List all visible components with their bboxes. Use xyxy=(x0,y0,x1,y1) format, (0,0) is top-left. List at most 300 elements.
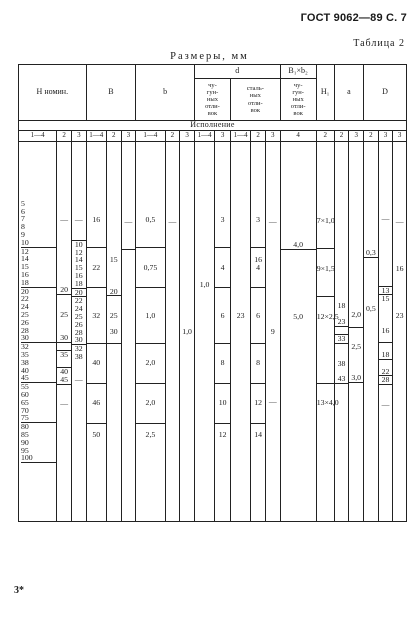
table-cell xyxy=(364,422,378,430)
table-cell xyxy=(364,274,378,282)
table-cell xyxy=(166,445,180,453)
table-cell xyxy=(107,352,121,360)
table-cell xyxy=(166,234,180,242)
table-cell: 5 xyxy=(21,198,25,208)
table-cell xyxy=(266,367,280,375)
table-cell xyxy=(195,445,214,453)
table-cell xyxy=(180,265,194,273)
table-cell xyxy=(379,455,393,463)
table-cell xyxy=(57,247,71,255)
table-cell xyxy=(136,248,164,256)
table-cell xyxy=(281,218,316,226)
table-cell xyxy=(215,407,230,415)
table-cell: 23 xyxy=(236,311,245,320)
table-cell xyxy=(166,374,180,382)
table-cell xyxy=(195,452,214,460)
table-cell xyxy=(379,448,393,456)
table-cell xyxy=(317,344,334,352)
table-cell xyxy=(364,367,378,375)
table-cell xyxy=(266,312,280,320)
table-cell xyxy=(180,367,194,375)
table-cell xyxy=(266,273,280,281)
table-cell: 45 xyxy=(57,376,71,385)
table-cell xyxy=(364,359,378,367)
table-cell xyxy=(349,399,363,407)
table-cell xyxy=(87,367,106,375)
header-D: D xyxy=(364,65,407,121)
table-cell xyxy=(393,203,406,211)
table-cell xyxy=(195,398,214,406)
table-cell xyxy=(335,263,349,271)
table-cell: 30 xyxy=(109,326,118,336)
table-cell: 23 xyxy=(335,318,349,327)
table-cell: 18 xyxy=(21,279,56,288)
subheader-cell: 2 xyxy=(251,131,266,142)
table-cell xyxy=(251,344,265,352)
table-cell xyxy=(231,382,250,390)
table-cell xyxy=(364,390,378,398)
table-cell xyxy=(166,226,180,234)
table-cell xyxy=(349,414,363,422)
table-cell: 24 xyxy=(21,302,29,312)
table-cell xyxy=(57,295,71,303)
table-cell xyxy=(180,226,194,234)
table-cell xyxy=(107,225,121,233)
table-cell xyxy=(364,266,378,274)
table-cell: 3,0 xyxy=(351,373,362,383)
table-cell xyxy=(231,234,250,242)
table-cell xyxy=(317,446,334,454)
table-cell xyxy=(166,429,180,437)
table-cell xyxy=(393,343,406,351)
table-cell xyxy=(364,445,378,453)
table-cell: 14 xyxy=(21,254,29,264)
table-cell: 40 xyxy=(60,367,69,377)
table-cell xyxy=(281,320,316,328)
table-cell xyxy=(317,384,334,392)
table-cell: — xyxy=(395,217,404,227)
table-cell xyxy=(379,231,393,239)
table-cell xyxy=(57,424,71,432)
table-cell: 38 xyxy=(74,351,83,361)
table-cell xyxy=(215,239,230,248)
d-steel-3-column xyxy=(251,142,266,522)
table-cell xyxy=(122,390,136,398)
table-cell: 0,5 xyxy=(145,214,156,224)
table-cell xyxy=(393,398,406,406)
table-cell xyxy=(136,327,164,335)
table-cell xyxy=(122,313,136,321)
table-cell xyxy=(195,257,214,265)
table-cell xyxy=(281,328,316,336)
table-cell xyxy=(231,320,250,328)
table-cell xyxy=(266,281,280,289)
table-cell xyxy=(231,343,250,351)
table-cell xyxy=(180,242,194,250)
table-cell xyxy=(266,351,280,359)
table-cell xyxy=(72,454,86,462)
table-cell: 13×4,0 xyxy=(316,398,339,408)
table-cell xyxy=(349,210,363,218)
table-cell xyxy=(379,223,393,231)
table-cell xyxy=(251,288,265,296)
table-cell xyxy=(317,233,334,241)
table-cell xyxy=(136,279,164,288)
table-cell xyxy=(335,454,349,462)
table-cell: 15 xyxy=(21,262,29,272)
table-cell xyxy=(364,226,378,234)
table-cell xyxy=(57,385,71,393)
table-cell xyxy=(281,250,316,258)
table-cell xyxy=(57,416,71,424)
table-cell xyxy=(87,335,106,344)
table-cell xyxy=(335,423,349,431)
table-cell xyxy=(166,273,180,281)
table-cell xyxy=(266,289,280,297)
table-cell xyxy=(57,408,71,416)
table-cell xyxy=(251,367,265,375)
table-cell: 25 xyxy=(21,310,29,319)
subheader-cell: 1—4 xyxy=(194,131,214,142)
table-cell xyxy=(349,295,363,303)
table-cell: — xyxy=(60,214,69,224)
table-cell: 38 xyxy=(21,357,29,367)
table-cell xyxy=(57,447,71,455)
table-cell: — xyxy=(381,214,390,224)
table-cell: 16 xyxy=(395,264,404,274)
table-cell xyxy=(317,280,334,288)
table-cell xyxy=(195,437,214,445)
table-cell xyxy=(195,413,214,421)
table-cell: 45 xyxy=(21,374,56,383)
B-2-column xyxy=(106,142,121,522)
table-cell xyxy=(281,437,316,445)
table-cell xyxy=(107,407,121,415)
table-cell xyxy=(349,202,363,210)
table-cell xyxy=(87,279,106,288)
table-cell: 16 xyxy=(92,214,101,224)
table-cell xyxy=(122,226,136,234)
table-cell xyxy=(195,218,214,226)
table-cell xyxy=(393,406,406,414)
table-cell xyxy=(281,202,316,210)
table-cell xyxy=(166,343,180,351)
table-cell xyxy=(136,384,164,392)
table-cell xyxy=(364,258,378,266)
table-cell xyxy=(107,233,121,241)
table-cell xyxy=(136,367,164,375)
table-cell xyxy=(166,406,180,414)
table-cell xyxy=(231,242,250,250)
table-cell xyxy=(364,344,378,352)
table-cell xyxy=(231,257,250,265)
table-cell: — xyxy=(124,216,133,226)
header-b1b2: B₁×b₂ xyxy=(280,65,316,79)
table-cell xyxy=(136,344,164,352)
table-cell xyxy=(266,437,280,445)
table-cell xyxy=(317,297,334,305)
table-cell xyxy=(166,437,180,445)
table-cell xyxy=(231,413,250,421)
table-cell xyxy=(215,200,230,208)
table-cell xyxy=(57,318,71,326)
table-cell xyxy=(180,218,194,226)
table-cell xyxy=(180,281,194,289)
table-cell xyxy=(393,413,406,421)
table-cell xyxy=(195,242,214,250)
table-cell xyxy=(72,415,86,423)
table-cell xyxy=(180,250,194,258)
table-cell xyxy=(122,351,136,359)
table-cell xyxy=(87,288,106,296)
table-cell xyxy=(166,413,180,421)
table-cell xyxy=(107,453,121,461)
table-cell: 85 xyxy=(21,429,29,439)
table-cell: 10 xyxy=(74,239,83,249)
table-cell xyxy=(379,334,393,343)
table-cell xyxy=(349,359,363,367)
table-cell xyxy=(251,224,265,232)
table-cell: 20 xyxy=(107,288,121,297)
table-cell xyxy=(180,359,194,367)
table-cell xyxy=(195,390,214,398)
dimensions-table xyxy=(18,64,407,522)
table-cell xyxy=(122,406,136,414)
table-cell xyxy=(379,424,393,432)
table-cell xyxy=(195,382,214,390)
table-cell xyxy=(349,391,363,399)
table-cell xyxy=(57,224,71,232)
table-cell xyxy=(266,413,280,421)
table-cell xyxy=(166,242,180,250)
table-cell xyxy=(349,446,363,454)
table-cell xyxy=(281,414,316,422)
table-cell xyxy=(215,272,230,280)
table-cell xyxy=(379,432,393,440)
subheader-cell: 2 xyxy=(106,131,121,142)
table-cell xyxy=(195,226,214,234)
table-cell xyxy=(166,296,180,304)
table-cell xyxy=(107,375,121,383)
table-cell xyxy=(349,264,363,272)
table-cell: — xyxy=(74,215,83,225)
table-cell xyxy=(195,374,214,382)
table-cell xyxy=(335,431,349,439)
table-cell: 1,0 xyxy=(145,310,156,320)
table-cell xyxy=(364,336,378,344)
table-cell xyxy=(393,421,406,429)
table-cell xyxy=(180,343,194,351)
subheader-cell: 3 xyxy=(180,131,195,142)
table-cell xyxy=(231,281,250,289)
table-cell xyxy=(57,239,71,247)
header-d-steel: сталь- ных отли- вок xyxy=(231,79,281,121)
table-cell xyxy=(251,384,265,392)
table-cell xyxy=(122,250,136,258)
table-cell: 12×2,5 xyxy=(316,311,339,321)
table-cell xyxy=(166,367,180,375)
table-cell xyxy=(349,249,363,257)
table-cell xyxy=(317,407,334,415)
table-cell xyxy=(166,421,180,429)
table-cell xyxy=(364,453,378,461)
table-cell xyxy=(166,359,180,367)
table-cell xyxy=(364,210,378,218)
h-nom-column xyxy=(19,142,57,522)
table-cell: 0,75 xyxy=(143,262,158,272)
table-cell xyxy=(231,437,250,445)
table-cell xyxy=(281,406,316,414)
table-cell: 8 xyxy=(21,222,25,232)
table-cell: 18 xyxy=(379,351,393,360)
table-cell xyxy=(335,447,349,455)
table-cell xyxy=(166,382,180,390)
table-cell xyxy=(335,248,349,256)
table-cell xyxy=(72,408,86,416)
table-cell xyxy=(364,406,378,414)
table-cell xyxy=(393,374,406,382)
table-cell: 15 xyxy=(381,294,390,304)
table-cell xyxy=(180,211,194,219)
table-cell xyxy=(136,224,164,232)
table-cell: 20 xyxy=(21,286,29,296)
table-cell xyxy=(281,359,316,367)
table-cell xyxy=(136,375,164,384)
table-cell xyxy=(335,224,349,232)
table-cell: 12 xyxy=(254,398,263,408)
table-cell xyxy=(87,200,106,208)
table-cell: — xyxy=(268,217,277,227)
table-cell xyxy=(87,296,106,304)
table-cell xyxy=(215,439,230,447)
table-cell xyxy=(393,335,406,343)
table-cell xyxy=(215,447,230,455)
table-cell xyxy=(166,398,180,406)
table-cell xyxy=(251,375,265,384)
table-cell: 0,3 xyxy=(365,248,376,258)
table-cell xyxy=(317,454,334,462)
table-cell: 22 xyxy=(74,296,83,306)
table-cell xyxy=(180,304,194,312)
table-cell xyxy=(180,296,194,304)
table-cell xyxy=(379,247,393,255)
header-d-cast-iron: чу- гун- ных отли- вок xyxy=(194,79,230,121)
table-cell xyxy=(281,226,316,234)
d-cast-iron-3-column xyxy=(215,142,231,522)
table-cell xyxy=(281,453,316,461)
table-cell xyxy=(393,382,406,390)
table-cell xyxy=(281,390,316,398)
table-cell: 16 xyxy=(254,254,263,264)
table-cell: 7×1,0 xyxy=(316,215,335,225)
table-cell xyxy=(166,257,180,265)
table-cell xyxy=(195,421,214,429)
table-cell: 32 xyxy=(92,310,101,320)
table-cell xyxy=(57,439,71,447)
table-cell xyxy=(122,429,136,437)
table-cell xyxy=(231,351,250,359)
b-2-column xyxy=(165,142,180,522)
table-cell: 12 xyxy=(74,247,83,257)
table-cell xyxy=(180,203,194,211)
table-cell xyxy=(180,390,194,398)
table-cell xyxy=(393,234,406,242)
table-cell xyxy=(317,225,334,233)
B-1-4-column xyxy=(86,142,106,522)
table-cell xyxy=(166,281,180,289)
table-cell xyxy=(195,250,214,258)
table-cell xyxy=(281,367,316,375)
table-cell: 43 xyxy=(335,375,349,384)
table-cell xyxy=(349,407,363,415)
table-cell xyxy=(136,288,164,296)
header-d: d xyxy=(194,65,280,79)
table-cell xyxy=(251,200,265,208)
table-cell xyxy=(266,226,280,234)
table-cell xyxy=(136,439,164,447)
table-cell xyxy=(364,328,378,336)
table-cell xyxy=(195,312,214,320)
table-cell xyxy=(335,209,349,217)
table-cell xyxy=(349,241,363,249)
table-cell xyxy=(107,210,121,218)
table-cell xyxy=(215,415,230,424)
table-cell xyxy=(393,452,406,460)
table-cell xyxy=(180,382,194,390)
table-cell xyxy=(379,311,393,319)
table-cell xyxy=(180,406,194,414)
table-cell xyxy=(180,429,194,437)
table-cell xyxy=(231,265,250,273)
table-cell xyxy=(364,351,378,359)
table-cell xyxy=(364,383,378,391)
table-cell xyxy=(57,263,71,271)
table-cell xyxy=(166,289,180,297)
table-cell xyxy=(266,429,280,437)
table-cell: 60 xyxy=(21,389,29,399)
d-steel-3b-column xyxy=(280,142,316,522)
table-cell xyxy=(166,312,180,320)
table-cell xyxy=(281,281,316,289)
table-cell xyxy=(251,272,265,280)
table-cell xyxy=(180,374,194,382)
table-cell xyxy=(180,257,194,265)
table-cell: 2,5 xyxy=(145,430,156,440)
table-cell: 6 xyxy=(220,310,225,320)
table-cell xyxy=(195,265,214,273)
table-cell: 35 xyxy=(60,350,69,360)
table-cell xyxy=(379,200,393,208)
table-cell xyxy=(281,344,316,352)
subheader-cell: 3 xyxy=(121,131,136,142)
table-cell: 28 xyxy=(74,327,83,337)
table-cell xyxy=(195,234,214,242)
table-cell: 80 xyxy=(21,422,29,432)
table-cell: 12 xyxy=(21,246,29,256)
table-cell: 16 xyxy=(381,325,390,335)
table-cell xyxy=(72,431,86,439)
table-cell xyxy=(281,210,316,218)
table-cell xyxy=(266,335,280,343)
table-cell xyxy=(266,265,280,273)
table-cell xyxy=(393,367,406,375)
table-cell xyxy=(266,250,280,258)
table-cell xyxy=(87,384,106,392)
table-cell: 30 xyxy=(72,336,86,345)
subheader-cell: 3 xyxy=(378,131,393,142)
table-cell xyxy=(57,431,71,439)
table-cell: 55 xyxy=(21,382,29,392)
